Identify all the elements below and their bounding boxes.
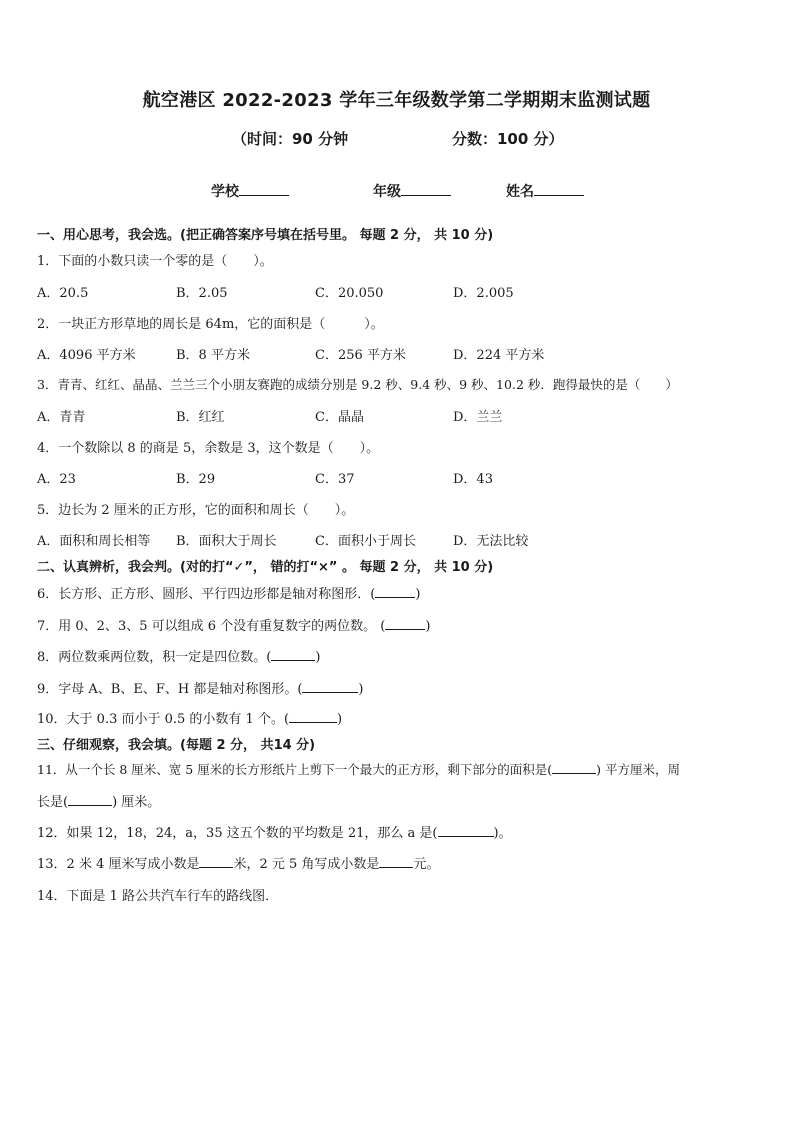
question-12 — [37, 822, 512, 841]
question-11-line2 — [37, 791, 160, 810]
name-field[interactable] — [506, 181, 584, 201]
q3-option-b[interactable]: B．红红 — [176, 410, 225, 425]
question-3: 3．青青、红红、晶晶、兰兰三个小朋友赛跑的成绩分别是 9.2 秒、9.4 秒、9 秒、10.2 秒．跑得最快的是（ ） — [37, 377, 678, 392]
score-label: 分数：100 分） — [452, 130, 564, 148]
q8-text: 8．两位数乘两位数，积一定是四位数。( — [37, 650, 272, 665]
grade-field[interactable] — [373, 181, 451, 201]
grade-label: 年级 — [373, 184, 401, 200]
q6-text: 6．长方形、正方形、圆形、平行四边形都是轴对称图形．( — [37, 587, 376, 602]
q7-text: 7．用 0、2、3、5 可以组成 6 个没有重复数字的两位数。 ( — [37, 619, 386, 634]
q6-close: ) — [415, 587, 421, 602]
question-1: 1．下面的小数只读一个零的是（ ）。 — [37, 254, 273, 269]
q2-option-c[interactable]: C．256 平方米 — [315, 348, 406, 363]
name-blank[interactable] — [534, 181, 584, 196]
school-field[interactable] — [211, 181, 289, 201]
q3-option-d[interactable]: D．兰兰 — [453, 410, 503, 425]
school-blank[interactable] — [239, 181, 289, 196]
question-6 — [37, 583, 420, 602]
q4-option-b[interactable]: B．29 — [176, 472, 216, 487]
q9-answer-blank[interactable] — [302, 680, 358, 693]
q12-close: )。 — [493, 826, 512, 841]
q4-option-d[interactable]: D．43 — [453, 472, 493, 487]
question-5: 5．边长为 2 厘米的正方形，它的面积和周长（ ）。 — [37, 503, 355, 518]
q7-close: ) — [425, 619, 431, 634]
question-8 — [37, 646, 320, 665]
q9-close: ) — [358, 682, 364, 697]
q5-option-a[interactable]: A．面积和周长相等 — [37, 534, 151, 549]
q11-perimeter-blank[interactable] — [68, 793, 112, 806]
q10-text: 10．大于 0.3 而小于 0.5 的小数有 1 个。( — [37, 712, 290, 727]
question-13 — [37, 853, 439, 872]
q5-option-b[interactable]: B．面积大于周长 — [176, 534, 277, 549]
question-4: 4．一个数除以 8 的商是 5，余数是 3，这个数是（ ）。 — [37, 441, 380, 456]
q11-mid: ) 平方厘米，周 — [596, 762, 680, 777]
page-title: 航空港区 2022-2023 学年三年级数学第二学期期末监测试题 — [142, 90, 651, 111]
q1-option-a[interactable]: A．20.5 — [37, 286, 89, 301]
grade-blank[interactable] — [401, 181, 451, 196]
q3-option-a[interactable]: A．青青 — [37, 410, 86, 425]
q10-answer-blank[interactable] — [289, 710, 337, 723]
q8-close: ) — [315, 650, 321, 665]
q6-answer-blank[interactable] — [375, 585, 415, 598]
q11-text: 11．从一个长 8 厘米、宽 5 厘米的长方形纸片上剪下一个最大的正方形，剩下部分的面积是( — [37, 762, 553, 777]
q7-answer-blank[interactable] — [385, 617, 425, 630]
school-label: 学校 — [211, 184, 239, 200]
q3-option-c[interactable]: C．晶晶 — [315, 410, 364, 425]
q5-option-c[interactable]: C．面积小于周长 — [315, 534, 416, 549]
time-label: （时间：90 分钟 — [232, 130, 349, 148]
question-14: 14．下面是 1 路公共汽车行车的路线图． — [37, 889, 279, 904]
question-11 — [37, 760, 680, 778]
q13-post: 元。 — [413, 857, 440, 872]
q2-option-b[interactable]: B．8 平方米 — [176, 348, 250, 363]
q2-option-d[interactable]: D．224 平方米 — [453, 348, 545, 363]
q1-option-d[interactable]: D．2.005 — [453, 286, 514, 301]
question-7 — [37, 615, 430, 634]
name-label: 姓名 — [506, 184, 534, 200]
question-10 — [37, 708, 342, 727]
q13-meter-blank[interactable] — [199, 855, 233, 868]
q4-option-c[interactable]: C．37 — [315, 472, 355, 487]
q11-line2-close: ) 厘米。 — [112, 795, 161, 810]
q12-text: 12．如果 12，18，24，a，35 这五个数的平均数是 21，那么 a 是( — [37, 826, 438, 841]
q12-answer-blank[interactable] — [438, 824, 494, 837]
q13-mid: 米，2 元 5 角写成小数是 — [233, 857, 380, 872]
q11-line2-text: 长是( — [37, 795, 69, 810]
q8-answer-blank[interactable] — [271, 648, 315, 661]
q9-text: 9．字母 A、B、E、F、H 都是轴对称图形。( — [37, 682, 303, 697]
q1-option-c[interactable]: C．20.050 — [315, 286, 384, 301]
section-2-heading: 二、认真辨析，我会判。(对的打“✓”， 错的打“×” 。 每题 2 分， 共 10 分) — [37, 560, 494, 575]
q4-option-a[interactable]: A．23 — [37, 472, 76, 487]
q5-option-d[interactable]: D．无法比较 — [453, 534, 529, 549]
section-1-heading: 一、用心思考，我会选。(把正确答案序号填在括号里。 每题 2 分， 共 10 分) — [37, 228, 494, 243]
q2-option-a[interactable]: A．4096 平方米 — [37, 348, 136, 363]
q13-text: 13．2 米 4 厘米写成小数是 — [37, 857, 200, 872]
question-9 — [37, 678, 363, 697]
q11-area-blank[interactable] — [552, 761, 596, 774]
question-2: 2．一块正方形草地的周长是 64m，它的面积是（ ）。 — [37, 317, 384, 332]
section-3-heading: 三、仔细观察，我会填。(每题 2 分， 共14 分) — [37, 738, 316, 753]
q10-close: ) — [337, 712, 343, 727]
q13-yuan-blank[interactable] — [379, 855, 413, 868]
q1-option-b[interactable]: B．2.05 — [176, 286, 228, 301]
